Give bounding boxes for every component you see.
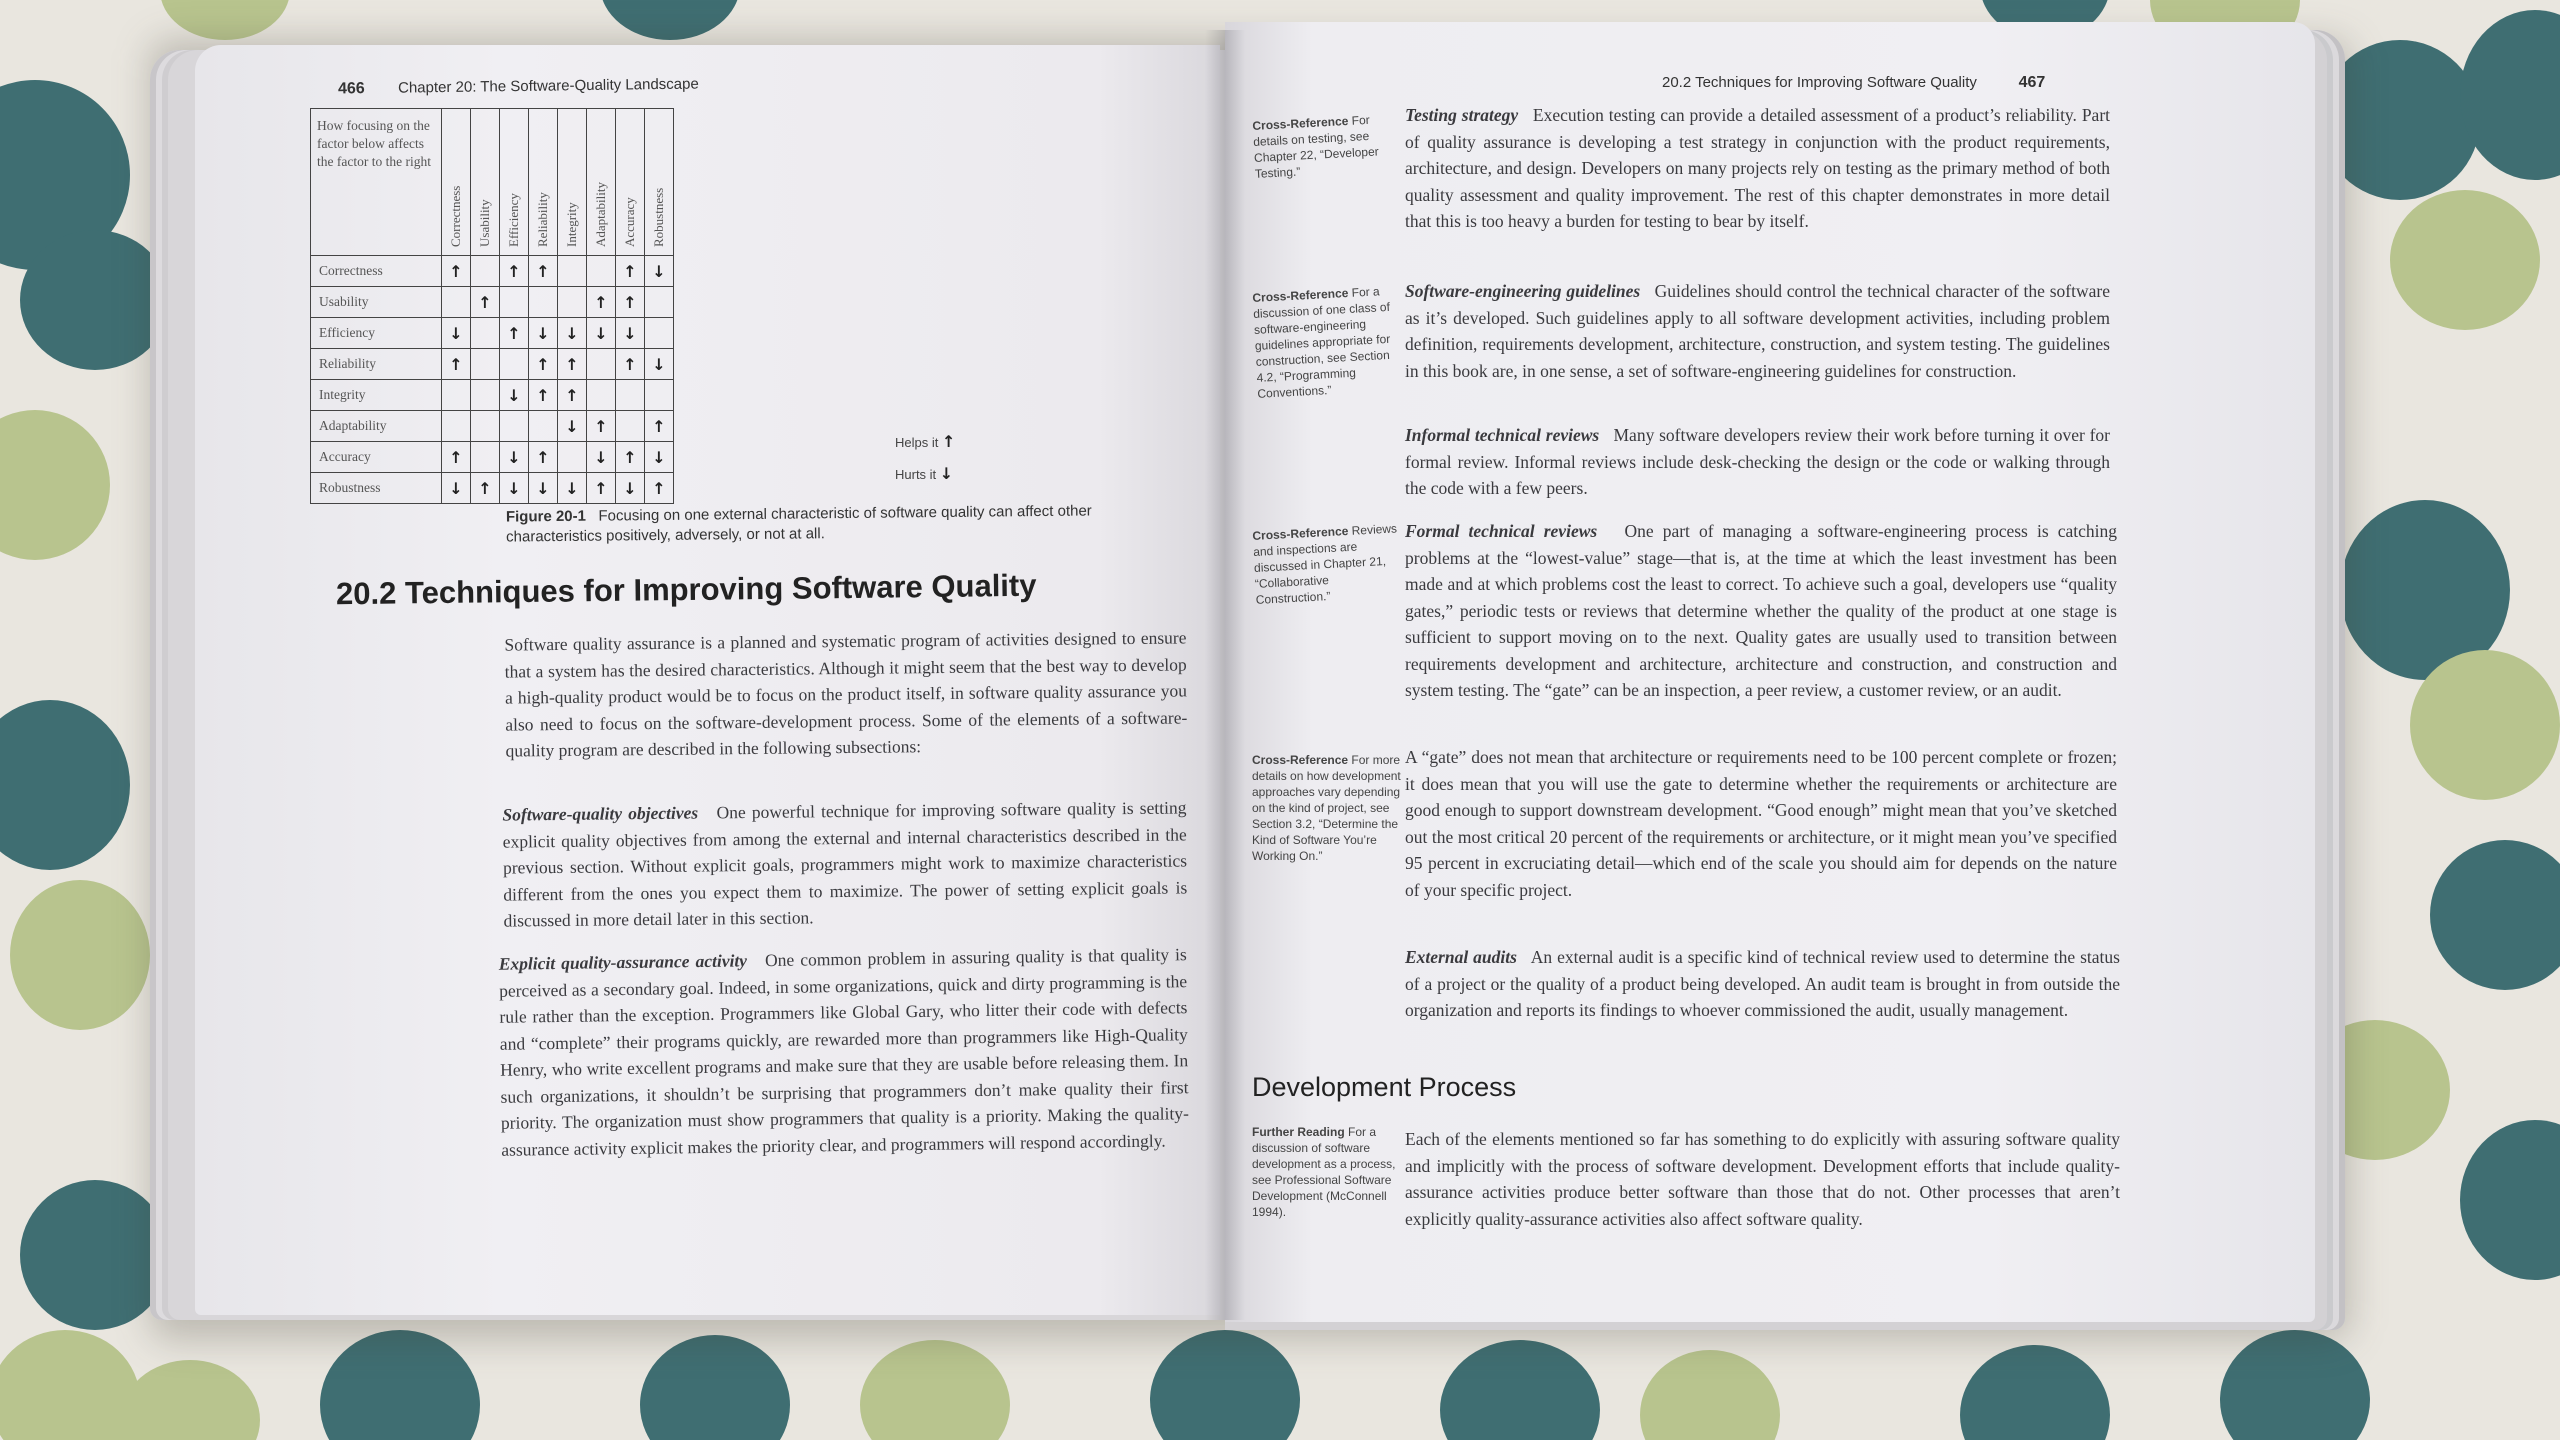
matrix-row (311, 349, 674, 380)
arrow-up-icon: ↑ (587, 287, 616, 318)
legend-hurts-label: Hurts it (895, 467, 937, 482)
matrix-cell (500, 349, 529, 380)
matrix-row (311, 318, 674, 349)
matrix-cell (471, 256, 500, 287)
testing-paragraph (1405, 102, 2110, 235)
testing-heading: Testing strategy (1405, 105, 1519, 125)
arrow-down-icon: ↓ (645, 349, 674, 380)
matrix-body (311, 256, 674, 504)
quality-interaction-matrix (310, 108, 674, 504)
figure-20-1 (310, 108, 674, 504)
section-title: 20.2 Techniques for Improving Software Quality (335, 567, 1037, 612)
right-running-head (1662, 74, 2045, 92)
polka-dot (1960, 1345, 2110, 1440)
objectives-text: One powerful technique for improving software quality is setting explicit quality objectives from among the external and internal characteristics described in the previous section. Without explicit goals, programmers might work to maximize characteristics different from the ones you expect them to maximize. The power of setting explicit goals is discussed in more detail later in this section. (502, 797, 1188, 931)
legend-helps (895, 432, 955, 451)
matrix-cell (529, 411, 558, 442)
legend-helps-label: Helps it (895, 435, 939, 450)
arrow-up-icon: ↑ (529, 442, 558, 473)
polka-dot (20, 1180, 170, 1330)
margin-note-reviews: Cross-Reference Reviews and inspections are discussed in Chapter 21, “Collaborative Construction.” (1252, 521, 1398, 607)
margin-note-guidelines: Cross-Reference For a discussion of one class of software-engineering guidelines appropriate for construction, see Section 4.2, “Programming Conventions.” (1252, 284, 1391, 401)
polka-dot (10, 880, 150, 1030)
matrix-row (311, 442, 674, 473)
figure-caption-text: Focusing on one external characteristic of software quality can affect other characteristics positively, adversely, or not at all. (506, 502, 1092, 546)
arrow-down-icon: ↓ (558, 411, 587, 442)
arrow-down-icon: ↓ (558, 318, 587, 349)
arrow-up-icon: ↑ (529, 349, 558, 380)
matrix-cell (442, 287, 471, 318)
column-header: Correctness (442, 109, 471, 256)
matrix-cell (500, 287, 529, 318)
arrow-down-icon: ↓ (616, 318, 645, 349)
arrow-down-icon: ↓ (587, 442, 616, 473)
matrix-row (311, 473, 674, 504)
guidelines-text: Guidelines should control the technical character of the software as it’s developed. Such guidelines apply to all software development activities, including problem definition, requirements development, architecture, construction, and system testing. The guidelines in this book are, in one sense, a set of software-engineering guidelines for construction. (1405, 281, 2110, 381)
polka-dot (860, 1340, 1010, 1440)
matrix-cell (558, 256, 587, 287)
arrow-up-icon: ↑ (558, 349, 587, 380)
polka-dot (320, 1330, 480, 1440)
arrow-down-icon: ↓ (500, 380, 529, 411)
right-section-title: 20.2 Techniques for Improving Software Quality (1662, 74, 1977, 91)
figure-caption (506, 500, 1186, 547)
polka-dot (0, 700, 130, 870)
process-paragraph: Each of the elements mentioned so far has something to do explicitly with assuring software quality and implicitly with the process of software development. Development efforts that include quality-assurance activities produce better software than those that do not. Other processes that aren’t explicitly quality-assurance activities also affect software quality. (1405, 1129, 2120, 1229)
arrow-up-icon: ↑ (645, 411, 674, 442)
matrix-row (311, 287, 674, 318)
figure-label: Figure 20-1 (505, 507, 587, 526)
polka-dot (2410, 650, 2560, 800)
arrow-up-icon: ↑ (587, 411, 616, 442)
arrow-up-icon: ↑ (500, 256, 529, 287)
arrow-up-icon: ↑ (471, 473, 500, 504)
intro-paragraph: Software quality assurance is a planned and systematic program of activities designed to ensure that a system has the desired characteristics. Although it might seem that the best way to develop a high-quality product would be to focus on the product itself, in software quality assurance you also need to focus on the software-development process. Some of the elements of a software-quality program are described in the following subsections: (504, 627, 1188, 761)
column-header: Robustness (645, 109, 674, 256)
matrix-cell (645, 318, 674, 349)
formal-heading: Formal technical reviews (1405, 521, 1598, 541)
arrow-down-icon: ↓ (558, 473, 587, 504)
matrix-cell (587, 380, 616, 411)
matrix-row-label: Adaptability (311, 411, 442, 442)
right-page-number: 467 (2018, 74, 2046, 91)
audits-heading: External audits (1405, 947, 1517, 967)
matrix-row-label: Usability (311, 287, 442, 318)
column-header: Reliability (529, 109, 558, 256)
activity-heading: Explicit quality-assurance activity (498, 950, 748, 974)
matrix-row (311, 256, 674, 287)
matrix-cell (529, 287, 558, 318)
arrow-down-icon: ↓ (442, 318, 471, 349)
arrow-up-icon: ↑ (442, 349, 471, 380)
matrix-cell (500, 411, 529, 442)
arrow-down-icon: ↓ (529, 473, 558, 504)
margin-note-development: Cross-Reference For more details on how development approaches vary depending on the kind of project, see Section 3.2, “Determine the Kind of Software You’re Working On.” (1252, 753, 1401, 863)
polka-dot (1640, 1350, 1780, 1440)
matrix-corner-label: How focusing on the factor below affects the factor to the right (311, 109, 442, 256)
audits-text: An external audit is a specific kind of technical review used to determine the status of a project or the quality of a product being developed. An audit team is brought in from outside the organization and reports its findings to whoever commissioned the audit, usually management. (1405, 947, 2120, 1020)
objectives-heading: Software-quality objectives (502, 802, 699, 825)
guidelines-paragraph (1405, 278, 2110, 384)
arrow-up-icon: ↑ (587, 473, 616, 504)
arrow-down-icon: ↓ (645, 442, 674, 473)
informal-text: Many software developers review their work before turning it over for formal review. Informal reviews include desk-checking the design or the code or walking through the code with a few peers. (1405, 425, 2111, 498)
arrow-down-icon: ↓ (645, 256, 674, 287)
matrix-row-label: Reliability (311, 349, 442, 380)
informal-heading: Informal technical reviews (1405, 425, 1600, 445)
left-chapter-title: Chapter 20: The Software-Quality Landscape (397, 75, 699, 97)
arrow-up-icon: ↑ (529, 380, 558, 411)
matrix-cell (587, 349, 616, 380)
arrow-down-icon: ↓ (500, 442, 529, 473)
gate-paragraph: A “gate” does not mean that architecture or requirements need to be 100 percent complete or frozen; it does mean that you will use the gate to determine whether the requirements or architecture are good enough to support downstream development. “Good enough” might mean that you’ve sketched out the most critical 20 percent of the requirements or architecture, or it might mean you’ve specified 95 percent in excruciating detail—which end of the scale you should aim for depends on the nature of your specific project. (1405, 747, 2117, 900)
development-process-title: Development Process (1252, 1072, 1517, 1102)
arrow-up-icon: ↑ (442, 442, 471, 473)
matrix-cell (558, 442, 587, 473)
polka-dot (600, 0, 740, 40)
arrow-up-icon: ↑ (442, 256, 471, 287)
column-header: Efficiency (500, 109, 529, 256)
matrix-cell (471, 442, 500, 473)
audits-paragraph (1405, 944, 2120, 1024)
arrow-up-icon: ↑ (616, 287, 645, 318)
matrix-cell (471, 318, 500, 349)
arrow-up-icon: ↑ (616, 442, 645, 473)
matrix-row-label: Correctness (311, 256, 442, 287)
arrow-down-icon: ↓ (500, 473, 529, 504)
arrow-up-icon: ↑ (616, 256, 645, 287)
column-header: Accuracy (616, 109, 645, 256)
margin-note-testing: Cross-Reference For details on testing, see Chapter 22, “Developer Testing.” (1252, 112, 1380, 181)
polka-dot (1150, 1330, 1300, 1440)
matrix-cell (558, 287, 587, 318)
arrow-up-icon: ↑ (500, 318, 529, 349)
guidelines-heading: Software-engineering guidelines (1405, 281, 1641, 301)
testing-text: Execution testing can provide a detailed assessment of a product’s reliability. Part of quality assurance is developing a test strategy in conjunction with the product requirements, architecture, and design. Developers on many projects rely on testing as the primary method of both quality assessment and quality improvement. The rest of this chapter demonstrates in more detail that this is too heavy a burden for testing to bear by itself. (1405, 105, 2111, 231)
polka-dot (1440, 1340, 1600, 1440)
arrow-down-icon: ↓ (616, 473, 645, 504)
polka-dot (20, 230, 170, 370)
arrow-up-icon: ↑ (558, 380, 587, 411)
matrix-row-label: Robustness (311, 473, 442, 504)
polka-dot (120, 1360, 260, 1440)
arrow-up-icon: ↑ (471, 287, 500, 318)
matrix-row-label: Integrity (311, 380, 442, 411)
matrix-cell (471, 380, 500, 411)
arrow-up-icon: ↑ (529, 256, 558, 287)
polka-dot (2460, 10, 2560, 180)
matrix-cell (442, 380, 471, 411)
arrow-up-icon: ↑ (941, 432, 956, 451)
column-header: Adaptability (587, 109, 616, 256)
polka-dot (0, 410, 110, 560)
matrix-row-label: Accuracy (311, 442, 442, 473)
column-header: Integrity (558, 109, 587, 256)
objectives-paragraph (502, 794, 1187, 934)
polka-dot (160, 0, 290, 40)
formal-text: One part of managing a software-engineering process is catching problems at the “lowest-value” stage—that is, at the time at which the least investment has been made and at which problems cost the least to correct. To achieve such a goal, developers use “quality gates,” periodic tests or reviews that determine whether the quality of the product at one stage is sufficient to support moving on to the next. Quality gates are usually used to transition between requirements development and architecture, architecture and construction, and construction and system testing. The “gate” can be an inspection, a peer review, a customer review, or an audit. (1405, 521, 2117, 700)
arrow-down-icon: ↓ (587, 318, 616, 349)
matrix-row (311, 411, 674, 442)
informal-paragraph (1405, 422, 2110, 502)
arrow-down-icon: ↓ (529, 318, 558, 349)
legend-hurts (895, 464, 953, 483)
matrix-cell (616, 411, 645, 442)
matrix-cell (587, 256, 616, 287)
margin-note-further-reading: Further Reading For a discussion of software development as a process, see Professional Software Development (McConnell 1994). (1252, 1125, 1396, 1219)
book-gutter (1205, 30, 1245, 1320)
matrix-cell (645, 287, 674, 318)
matrix-row-label: Efficiency (311, 318, 442, 349)
matrix-cell (471, 349, 500, 380)
matrix-cell (442, 411, 471, 442)
polka-dot (2390, 190, 2540, 330)
matrix-row (311, 380, 674, 411)
polka-dot (2220, 1330, 2370, 1440)
matrix-cell (645, 380, 674, 411)
activity-paragraph (499, 941, 1190, 1163)
polka-dot (2430, 840, 2560, 990)
polka-dot (0, 1330, 140, 1440)
polka-dot (2460, 1120, 2560, 1280)
formal-paragraph (1405, 518, 2117, 704)
matrix-cell (471, 411, 500, 442)
left-page-number: 466 (337, 80, 365, 98)
polka-dot (640, 1335, 790, 1440)
activity-text: One common problem in assuring quality is that quality is perceived as a secondary goal. Indeed, in some organizations, quick and dirty programming is the rule rather than the exception. Programmers like Global Gary, who litter their code with defects and “complete” their programs quickly, are rewarded more than programmers like High-Quality Henry, who write excellent programs and make sure that they are usable before releasing them. In such organizations, it shouldn’t be surprising that programmers don’t make quality their first priority. The organization must show programmers that quality is a priority. Making the quality-assurance activity explicit makes the priority clear, and programmers will respond accordingly. (498, 944, 1190, 1160)
arrow-up-icon: ↑ (645, 473, 674, 504)
arrow-up-icon: ↑ (616, 349, 645, 380)
column-header: Usability (471, 109, 500, 256)
arrow-down-icon: ↓ (939, 464, 954, 483)
arrow-down-icon: ↓ (442, 473, 471, 504)
matrix-cell (616, 380, 645, 411)
